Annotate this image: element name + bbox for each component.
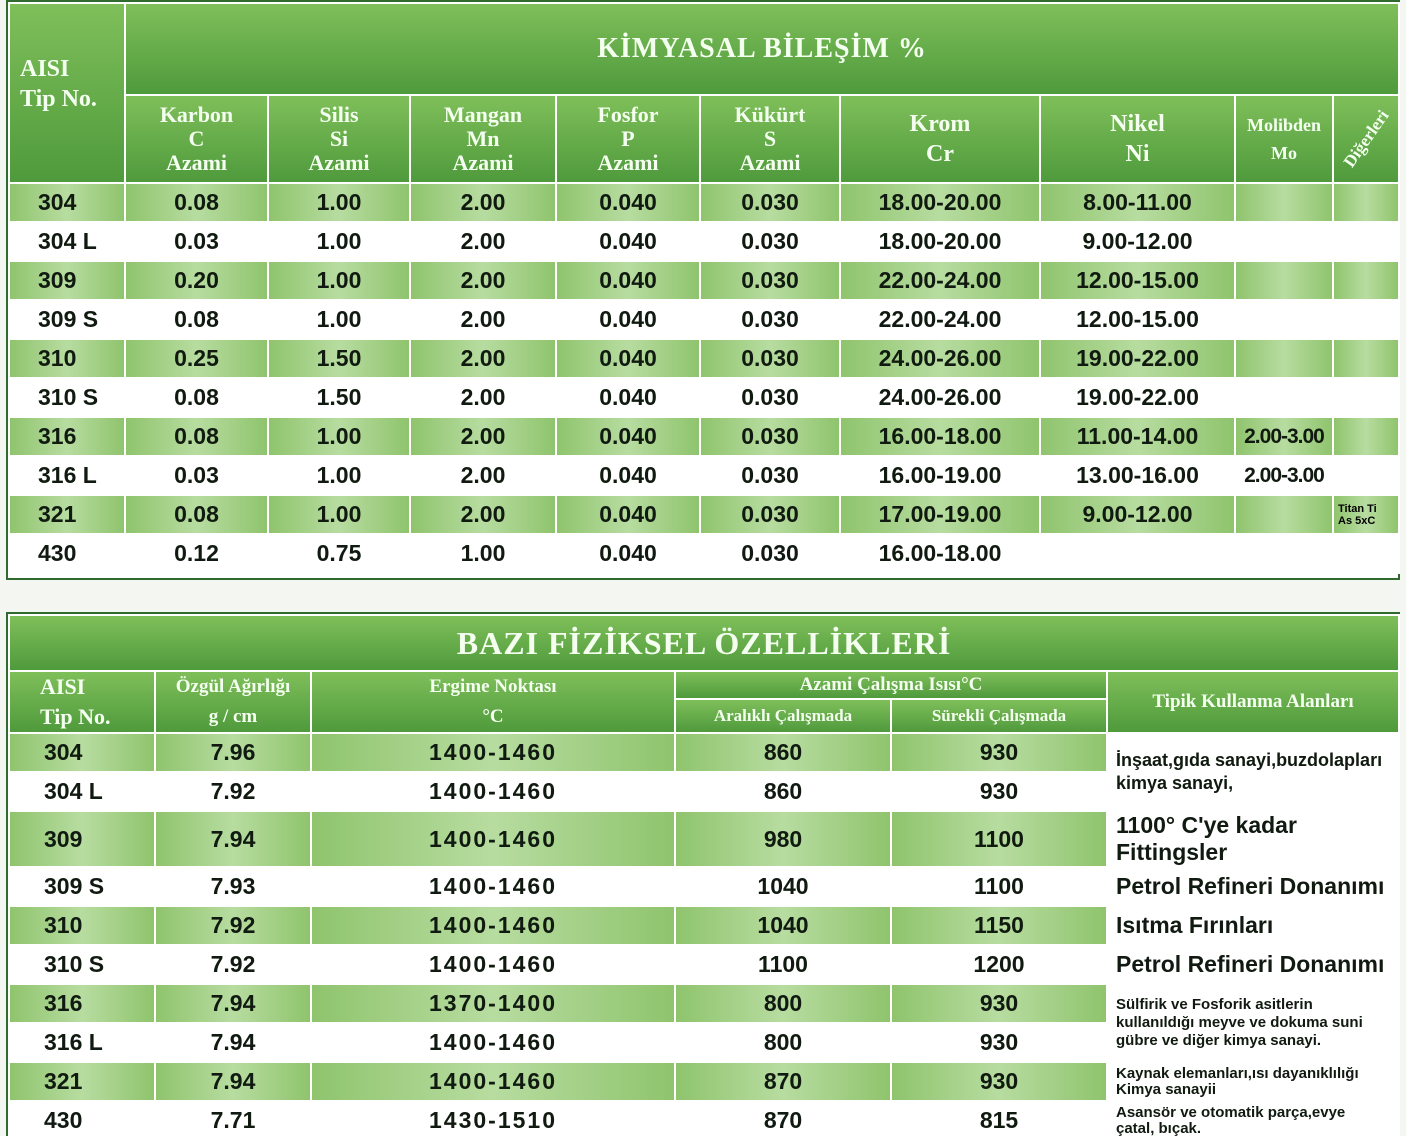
usage-line: kimya sanayi, (1116, 773, 1234, 793)
usage-line: Asansör ve otomatik parça,evye (1116, 1103, 1346, 1121)
usage-line: 1100° C'ye kadar Fittingsler (1116, 812, 1297, 865)
chem-s-cell: 0.030 (700, 339, 840, 378)
table-row (9, 339, 1399, 378)
density-cell: 7.92 (155, 772, 311, 811)
chem-s-cell: 0.030 (700, 378, 840, 417)
usage-cell (1107, 867, 1399, 906)
chem-s-cell: 0.030 (700, 534, 840, 573)
density-cell: 7.94 (155, 811, 311, 867)
chem-s-cell: 0.030 (700, 183, 840, 222)
chem-ni-cell: 12.00-15.00 (1040, 300, 1235, 339)
chem-mn-cell: 2.00 (410, 456, 556, 495)
chem-other-cell (1333, 222, 1399, 261)
aisi-header-line2: Tip No. (20, 86, 97, 112)
table-row (9, 945, 1399, 984)
usage-cell (1107, 811, 1399, 867)
col-nickel-name: Nikel (1110, 111, 1165, 137)
col-chromium-symbol: Cr (926, 141, 954, 167)
aisi-type-cell: 309 S (9, 300, 125, 339)
chem-mn-cell: 2.00 (410, 378, 556, 417)
col-carbon (125, 95, 268, 183)
chem-p-cell: 0.040 (556, 261, 700, 300)
col-phosphorus (556, 95, 700, 183)
chem-cr-cell: 17.00-19.00 (840, 495, 1040, 534)
table-row (9, 456, 1399, 495)
melting-cell: 1400-1460 (311, 772, 675, 811)
phys-aisi-cell: 321 (9, 1062, 155, 1101)
chem-si-cell: 1.00 (268, 222, 410, 261)
col-sulfur-symbol: S (763, 126, 777, 151)
usage-line: Kimya sanayii (1116, 1080, 1217, 1098)
chem-si-cell: 1.00 (268, 495, 410, 534)
intermittent-cell: 1040 (675, 867, 891, 906)
chem-mo-cell (1235, 495, 1333, 534)
chem-mn-cell: 2.00 (410, 339, 556, 378)
chem-c-cell: 0.12 (125, 534, 268, 573)
continuous-cell: 930 (891, 984, 1107, 1023)
table-row (9, 906, 1399, 945)
phys-aisi-header (9, 671, 155, 733)
chem-other-cell (1333, 417, 1399, 456)
chem-mo-cell (1235, 183, 1333, 222)
intermittent-cell: 800 (675, 984, 891, 1023)
chem-other-cell (1333, 339, 1399, 378)
col-molybdenum-name: Molibden (1246, 115, 1321, 135)
usage-line: çatal, bıçak. (1116, 1119, 1202, 1136)
usage-line: Kaynak elemanları,ısı dayanıklılığı (1116, 1064, 1359, 1082)
table-row (9, 733, 1399, 772)
aisi-header-line1: AISI (20, 56, 70, 82)
melting-cell: 1370-1400 (311, 984, 675, 1023)
intermittent-header: Aralıklı Çalışmada (675, 699, 891, 733)
chem-mn-cell: 2.00 (410, 183, 556, 222)
phys-aisi-cell: 310 S (9, 945, 155, 984)
chem-ni-cell: 9.00-12.00 (1040, 222, 1235, 261)
chem-c-cell: 0.08 (125, 495, 268, 534)
table-row (9, 811, 1399, 867)
usage-line: Petrol Refineri Donanımı (1116, 873, 1385, 899)
density-header (155, 671, 311, 733)
chem-mn-cell: 2.00 (410, 417, 556, 456)
chem-c-cell: 0.03 (125, 222, 268, 261)
density-cell: 7.94 (155, 1023, 311, 1062)
table-row (9, 183, 1399, 222)
col-chromium (840, 95, 1040, 183)
phys-aisi-cell: 310 (9, 906, 155, 945)
chem-s-cell: 0.030 (700, 222, 840, 261)
chem-c-cell: 0.08 (125, 417, 268, 456)
chem-cr-cell: 22.00-24.00 (840, 261, 1040, 300)
intermittent-cell: 860 (675, 733, 891, 772)
col-nickel (1040, 95, 1235, 183)
col-silicon (268, 95, 410, 183)
melting-cell: 1400-1460 (311, 1023, 675, 1062)
table-row (9, 378, 1399, 417)
usage-line: Isıtma Fırınları (1116, 912, 1274, 938)
usage-line: Petrol Refineri Donanımı (1116, 951, 1385, 977)
usage-line: İnşaat,gıda sanayi,buzdolapları (1116, 750, 1383, 770)
max-temp-header: Azami Çalışma Isısı°C (675, 671, 1107, 699)
col-other (1333, 95, 1399, 183)
chem-c-cell: 0.08 (125, 378, 268, 417)
phys-aisi-cell: 304 L (9, 772, 155, 811)
chem-si-cell: 1.00 (268, 183, 410, 222)
aisi-type-cell: 316 L (9, 456, 125, 495)
col-chromium-name: Krom (909, 111, 971, 137)
col-sulfur-max: Azami (739, 150, 801, 175)
melting-cell: 1400-1460 (311, 906, 675, 945)
aisi-type-cell: 310 S (9, 378, 125, 417)
chem-si-cell: 0.75 (268, 534, 410, 573)
chem-cr-cell: 16.00-19.00 (840, 456, 1040, 495)
table-row (9, 984, 1399, 1023)
other-line2: As 5xC (1338, 514, 1376, 527)
chem-si-cell: 1.00 (268, 456, 410, 495)
chem-c-cell: 0.25 (125, 339, 268, 378)
chem-si-cell: 1.00 (268, 300, 410, 339)
intermittent-cell: 1100 (675, 945, 891, 984)
col-manganese (410, 95, 556, 183)
phys-aisi-cell: 304 (9, 733, 155, 772)
continuous-cell: 1100 (891, 867, 1107, 906)
other-line1: Titan Ti (1338, 502, 1377, 515)
melting-cell: 1430-1510 (311, 1101, 675, 1136)
col-phosphorus-name: Fosfor (597, 102, 659, 127)
continuous-cell: 1100 (891, 811, 1107, 867)
chem-cr-cell: 16.00-18.00 (840, 417, 1040, 456)
chem-si-cell: 1.00 (268, 261, 410, 300)
phys-aisi-cell: 316 (9, 984, 155, 1023)
melting-header (311, 671, 675, 733)
col-carbon-symbol: C (188, 126, 205, 151)
usage-line: gübre ve diğer kimya sanayi. (1116, 1032, 1322, 1049)
chem-mn-cell: 2.00 (410, 261, 556, 300)
chem-ni-cell: 13.00-16.00 (1040, 456, 1235, 495)
col-molybdenum (1235, 95, 1333, 183)
intermittent-cell: 800 (675, 1023, 891, 1062)
chem-p-cell: 0.040 (556, 417, 700, 456)
col-manganese-symbol: Mn (466, 126, 500, 151)
table-row (9, 261, 1399, 300)
chem-mn-cell: 2.00 (410, 222, 556, 261)
col-carbon-name: Karbon (159, 102, 234, 127)
table-row (9, 1101, 1399, 1136)
col-phosphorus-symbol: P (621, 126, 635, 151)
chem-ni-cell: 9.00-12.00 (1040, 495, 1235, 534)
melting-cell: 1400-1460 (311, 867, 675, 906)
chem-p-cell: 0.040 (556, 378, 700, 417)
phys-aisi-line2: Tip No. (40, 704, 111, 729)
col-silicon-name: Silis (319, 102, 359, 127)
chem-p-cell: 0.040 (556, 222, 700, 261)
aisi-type-cell: 304 (9, 183, 125, 222)
chem-other-cell (1333, 534, 1399, 573)
physical-properties-panel (6, 612, 1400, 1136)
chem-other-cell (1333, 378, 1399, 417)
chem-other-cell (1333, 261, 1399, 300)
continuous-header: Sürekli Çalışmada (891, 699, 1107, 733)
usage-cell (1107, 1062, 1399, 1101)
chem-c-cell: 0.20 (125, 261, 268, 300)
table-row (9, 867, 1399, 906)
density-cell: 7.71 (155, 1101, 311, 1136)
chem-c-cell: 0.08 (125, 183, 268, 222)
chem-si-cell: 1.00 (268, 417, 410, 456)
usage-line: kullanıldığı meyve ve dokuma suni (1116, 1014, 1363, 1031)
chem-mo-cell (1235, 339, 1333, 378)
chem-mo-cell (1235, 378, 1333, 417)
phys-aisi-cell: 309 S (9, 867, 155, 906)
chemical-composition-panel (6, 0, 1400, 580)
chem-mo-cell (1235, 222, 1333, 261)
chem-cr-cell: 24.00-26.00 (840, 339, 1040, 378)
chem-mn-cell: 1.00 (410, 534, 556, 573)
aisi-type-cell: 316 (9, 417, 125, 456)
continuous-cell: 1200 (891, 945, 1107, 984)
aisi-header (9, 3, 125, 183)
intermittent-cell: 860 (675, 772, 891, 811)
melting-cell: 1400-1460 (311, 811, 675, 867)
chem-other-cell (1333, 183, 1399, 222)
aisi-type-cell: 430 (9, 534, 125, 573)
usage-cell (1107, 1101, 1399, 1136)
density-header-unit: g / cm (208, 706, 258, 727)
chem-ni-cell: 19.00-22.00 (1040, 378, 1235, 417)
col-other-label: Diğerleri (1339, 106, 1393, 171)
chem-cr-cell: 16.00-18.00 (840, 534, 1040, 573)
usage-cell (1107, 945, 1399, 984)
chem-p-cell: 0.040 (556, 534, 700, 573)
col-molybdenum-symbol: Mo (1271, 143, 1297, 163)
col-manganese-max: Azami (452, 150, 514, 175)
continuous-cell: 930 (891, 1023, 1107, 1062)
table-row (9, 534, 1399, 573)
chem-other-cell (1333, 495, 1399, 534)
chem-cr-cell: 24.00-26.00 (840, 378, 1040, 417)
usage-cell (1107, 906, 1399, 945)
chem-c-cell: 0.03 (125, 456, 268, 495)
col-manganese-name: Mangan (443, 102, 523, 127)
chem-other-cell (1333, 456, 1399, 495)
chem-title: KİMYASAL BİLEŞİM % (125, 3, 1399, 95)
phys-title: BAZI FİZİKSEL ÖZELLİKLERİ (9, 615, 1399, 671)
chem-ni-cell: 8.00-11.00 (1040, 183, 1235, 222)
density-cell: 7.94 (155, 984, 311, 1023)
chem-s-cell: 0.030 (700, 300, 840, 339)
chem-mn-cell: 2.00 (410, 495, 556, 534)
aisi-type-cell: 304 L (9, 222, 125, 261)
intermittent-cell: 870 (675, 1062, 891, 1101)
col-sulfur (700, 95, 840, 183)
col-nickel-symbol: Ni (1125, 141, 1150, 167)
chem-ni-cell: 11.00-14.00 (1040, 417, 1235, 456)
phys-aisi-cell: 316 L (9, 1023, 155, 1062)
chem-mn-cell: 2.00 (410, 300, 556, 339)
usage-header: Tipik Kullanma Alanları (1107, 671, 1399, 733)
phys-aisi-cell: 309 (9, 811, 155, 867)
density-cell: 7.92 (155, 945, 311, 984)
density-cell: 7.92 (155, 906, 311, 945)
density-cell: 7.94 (155, 1062, 311, 1101)
table-row (9, 417, 1399, 456)
chem-mo-cell: 2.00-3.00 (1235, 456, 1333, 495)
col-sulfur-name: Kükürt (734, 102, 806, 127)
continuous-cell: 1150 (891, 906, 1107, 945)
chem-ni-cell: 12.00-15.00 (1040, 261, 1235, 300)
chem-s-cell: 0.030 (700, 456, 840, 495)
chem-c-cell: 0.08 (125, 300, 268, 339)
col-carbon-max: Azami (165, 150, 228, 175)
melting-header-unit: °C (482, 706, 504, 727)
table-row (9, 1062, 1399, 1101)
intermittent-cell: 870 (675, 1101, 891, 1136)
chem-si-cell: 1.50 (268, 378, 410, 417)
aisi-type-cell: 321 (9, 495, 125, 534)
density-cell: 7.93 (155, 867, 311, 906)
chemical-composition-table (8, 2, 1400, 574)
continuous-cell: 930 (891, 1062, 1107, 1101)
chem-p-cell: 0.040 (556, 183, 700, 222)
chem-ni-cell (1040, 534, 1235, 573)
table-row (9, 300, 1399, 339)
intermittent-cell: 1040 (675, 906, 891, 945)
chem-p-cell: 0.040 (556, 300, 700, 339)
phys-aisi-line1: AISI (40, 674, 86, 699)
melting-header-name: Ergime Noktası (429, 676, 557, 697)
chem-mo-cell (1235, 300, 1333, 339)
col-phosphorus-max: Azami (597, 150, 659, 175)
col-silicon-max: Azami (308, 150, 370, 175)
intermittent-cell: 980 (675, 811, 891, 867)
physical-properties-table (8, 614, 1400, 1136)
chem-s-cell: 0.030 (700, 417, 840, 456)
melting-cell: 1400-1460 (311, 1062, 675, 1101)
melting-cell: 1400-1460 (311, 733, 675, 772)
chem-other-cell (1333, 300, 1399, 339)
aisi-type-cell: 310 (9, 339, 125, 378)
aisi-type-cell: 309 (9, 261, 125, 300)
continuous-cell: 815 (891, 1101, 1107, 1136)
table-row (9, 222, 1399, 261)
usage-line: Sülfirik ve Fosforik asitlerin (1116, 996, 1313, 1013)
chem-p-cell: 0.040 (556, 339, 700, 378)
col-silicon-symbol: Si (329, 126, 349, 151)
chem-p-cell: 0.040 (556, 456, 700, 495)
chem-s-cell: 0.030 (700, 495, 840, 534)
chem-cr-cell: 18.00-20.00 (840, 222, 1040, 261)
usage-cell (1107, 984, 1399, 1062)
density-header-name: Özgül Ağırlığı (175, 676, 291, 697)
chem-cr-cell: 18.00-20.00 (840, 183, 1040, 222)
chem-si-cell: 1.50 (268, 339, 410, 378)
chem-s-cell: 0.030 (700, 261, 840, 300)
density-cell: 7.96 (155, 733, 311, 772)
chem-p-cell: 0.040 (556, 495, 700, 534)
table-row (9, 495, 1399, 534)
continuous-cell: 930 (891, 733, 1107, 772)
chem-ni-cell: 19.00-22.00 (1040, 339, 1235, 378)
continuous-cell: 930 (891, 772, 1107, 811)
chem-mo-cell: 2.00-3.00 (1235, 417, 1333, 456)
melting-cell: 1400-1460 (311, 945, 675, 984)
usage-cell (1107, 733, 1399, 811)
chem-mo-cell (1235, 534, 1333, 573)
chem-cr-cell: 22.00-24.00 (840, 300, 1040, 339)
chem-mo-cell (1235, 261, 1333, 300)
phys-aisi-cell: 430 (9, 1101, 155, 1136)
